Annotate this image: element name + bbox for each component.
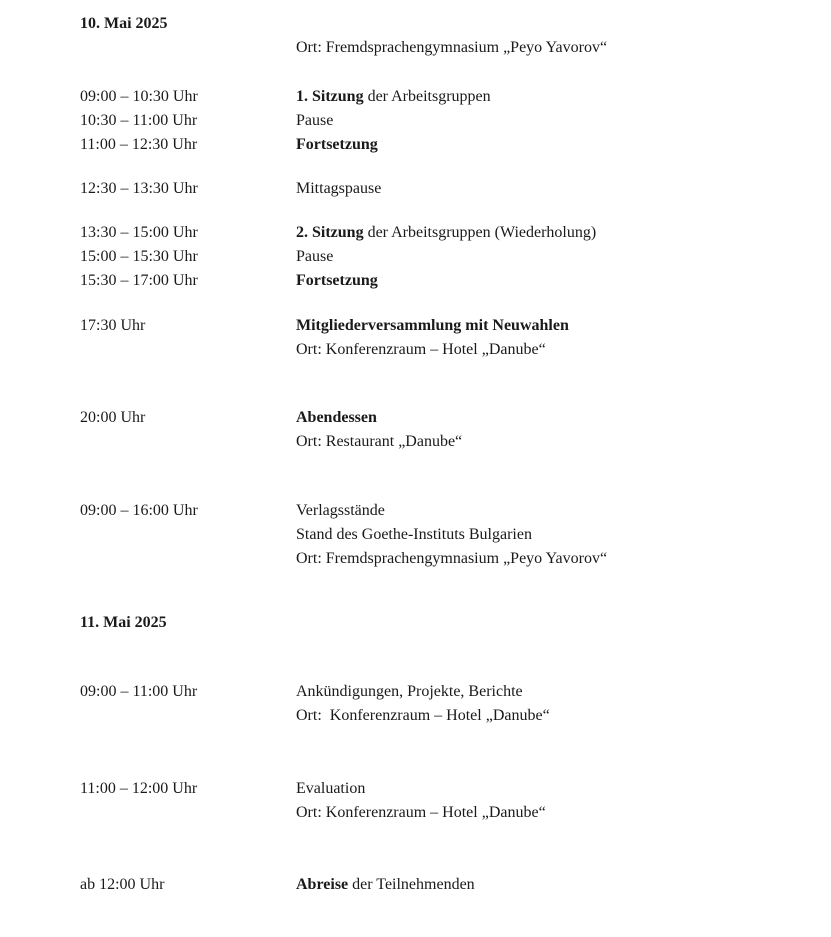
entry-text: Pause — [296, 248, 334, 265]
entry-title: Mitgliederversammlung mit Neuwahlen — [296, 317, 569, 334]
entry-time: 09:00 – 16:00 Uhr — [80, 502, 198, 519]
entry-time: 09:00 – 11:00 Uhr — [80, 683, 198, 700]
entry-text: Verlagsstände — [296, 502, 385, 519]
entry-time: 15:30 – 17:00 Uhr — [80, 272, 198, 289]
entry-time: 12:30 – 13:30 Uhr — [80, 180, 198, 197]
entry-text: Evaluation — [296, 780, 366, 797]
entry-text: Pause — [296, 112, 334, 129]
entry-text: der Arbeitsgruppen (Wiederholung) — [363, 224, 597, 241]
entry-description — [296, 223, 596, 243]
entry-title: Abendessen — [296, 409, 377, 426]
entry-location: Ort: Fremdsprachengymnasium „Peyo Yavorov“ — [296, 550, 608, 567]
entry-title: Fortsetzung — [296, 272, 378, 289]
entry-title: 1. Sitzung — [296, 88, 364, 105]
entry-time: 10:30 – 11:00 Uhr — [80, 112, 198, 129]
day-heading: 10. Mai 2025 — [80, 15, 168, 32]
entry-description — [296, 87, 491, 107]
entry-text: der Arbeitsgruppen — [363, 88, 491, 105]
entry-subline: Stand des Goethe-Instituts Bulgarien — [296, 526, 532, 543]
entry-time: ab 12:00 Uhr — [80, 876, 165, 893]
day-location: Ort: Fremdsprachengymnasium „Peyo Yavorov“ — [296, 39, 608, 56]
entry-title: 2. Sitzung — [296, 224, 364, 241]
entry-time: 11:00 – 12:00 Uhr — [80, 780, 198, 797]
entry-time: 11:00 – 12:30 Uhr — [80, 136, 198, 153]
entry-location: Ort: Konferenzraum – Hotel „Danube“ — [296, 341, 546, 358]
day-heading: 11. Mai 2025 — [80, 614, 167, 631]
entry-description — [296, 875, 475, 895]
entry-location: Ort: Restaurant „Danube“ — [296, 433, 463, 450]
entry-time: 09:00 – 10:30 Uhr — [80, 88, 198, 105]
entry-text: der Teilnehmenden — [348, 876, 475, 893]
entry-text: Mittagspause — [296, 180, 382, 197]
entry-time: 20:00 Uhr — [80, 409, 146, 426]
entry-time: 13:30 – 15:00 Uhr — [80, 224, 198, 241]
entry-title: Abreise — [296, 876, 349, 893]
entry-location: Ort: Konferenzraum – Hotel „Danube“ — [296, 707, 550, 724]
entry-location: Ort: Konferenzraum – Hotel „Danube“ — [296, 804, 546, 821]
entry-title: Fortsetzung — [296, 136, 378, 153]
entry-time: 15:00 – 15:30 Uhr — [80, 248, 198, 265]
entry-time: 17:30 Uhr — [80, 317, 146, 334]
entry-text: Ankündigungen, Projekte, Berichte — [296, 683, 523, 700]
